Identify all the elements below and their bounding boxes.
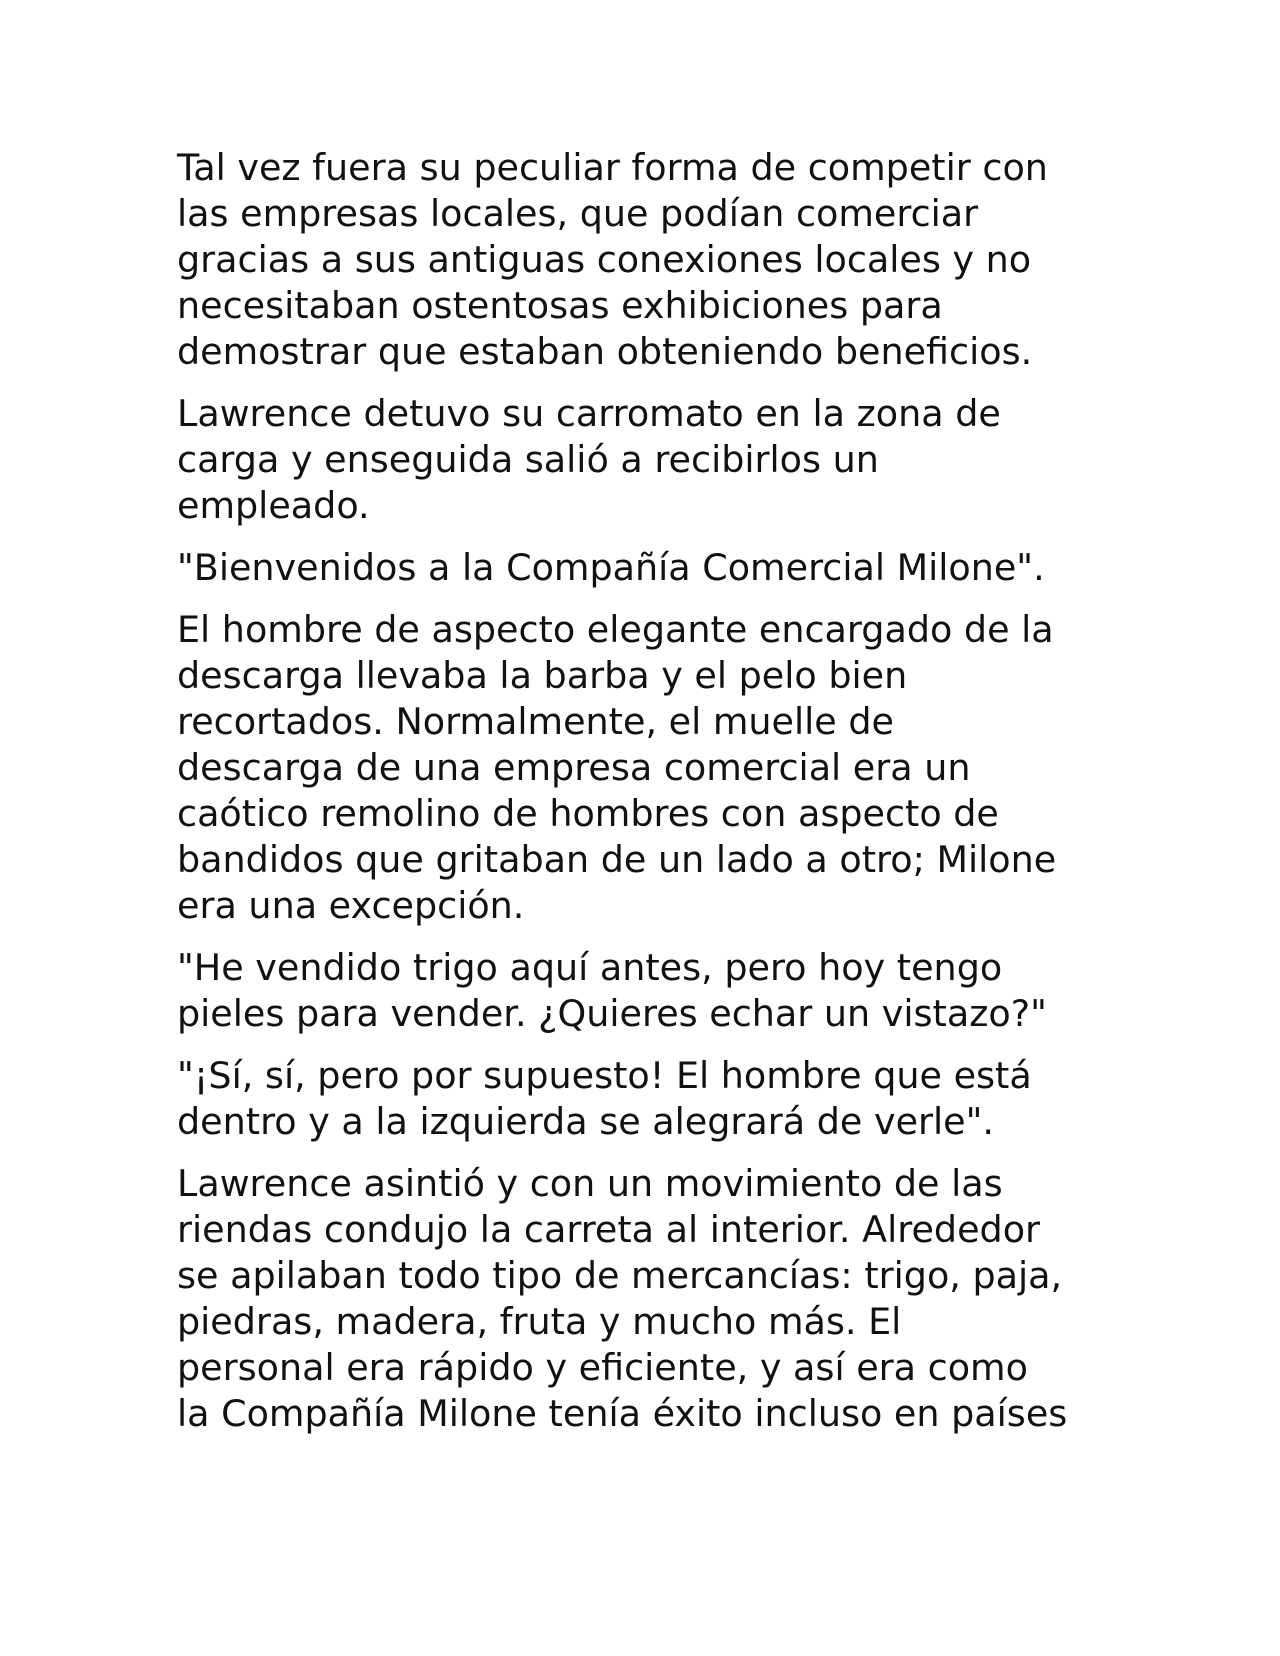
text-line: Tal vez fuera su peculiar forma de competir con — [177, 146, 1048, 189]
text-line: demostrar que estaban obteniendo beneficios. — [177, 330, 1033, 373]
text-line: se apilaban todo tipo de mercancías: trigo, paja, — [177, 1254, 1063, 1297]
page-body — [177, 145, 1107, 1453]
text-line: riendas condujo la carreta al interior. Alrededor — [177, 1208, 1041, 1251]
text-line: piedras, madera, fruta y mucho más. El — [177, 1300, 902, 1343]
text-line: El hombre de aspecto elegante encargado de la — [177, 608, 1054, 651]
text-line: era una excepción. — [177, 884, 525, 927]
text-line: bandidos que gritaban de un lado a otro; Milone — [177, 838, 1057, 881]
paragraph — [177, 607, 1107, 929]
paragraph — [177, 145, 1107, 375]
paragraph — [177, 1161, 1107, 1437]
text-line: empleado. — [177, 484, 370, 527]
paragraph — [177, 1053, 1107, 1145]
text-line: pieles para vender. ¿Quieres echar un vistazo?" — [177, 992, 1047, 1035]
paragraph — [177, 545, 1107, 591]
paragraph — [177, 945, 1107, 1037]
text-line: Lawrence asintió y con un movimiento de las — [177, 1162, 1003, 1205]
text-line: la Compañía Milone tenía éxito incluso en países — [177, 1392, 1068, 1435]
text-line: gracias a sus antiguas conexiones locales y no — [177, 238, 1032, 281]
text-line: caótico remolino de hombres con aspecto de — [177, 792, 999, 835]
text-line: Lawrence detuvo su carromato en la zona de — [177, 392, 1001, 435]
text-line: dentro y a la izquierda se alegrará de verle". — [177, 1100, 995, 1143]
text-line: "¡Sí, sí, pero por supuesto! El hombre que está — [177, 1054, 1032, 1097]
text-line: personal era rápido y eficiente, y así era como — [177, 1346, 1028, 1389]
text-line: las empresas locales, que podían comerciar — [177, 192, 979, 235]
paragraph — [177, 391, 1107, 529]
text-line: "He vendido trigo aquí antes, pero hoy tengo — [177, 946, 1003, 989]
text-line: "Bienvenidos a la Compañía Comercial Milone". — [177, 546, 1045, 589]
text-line: recortados. Normalmente, el muelle de — [177, 700, 894, 743]
text-line: necesitaban ostentosas exhibiciones para — [177, 284, 943, 327]
text-line: carga y enseguida salió a recibirlos un — [177, 438, 879, 481]
text-line: descarga de una empresa comercial era un — [177, 746, 971, 789]
text-line: descarga llevaba la barba y el pelo bien — [177, 654, 908, 697]
